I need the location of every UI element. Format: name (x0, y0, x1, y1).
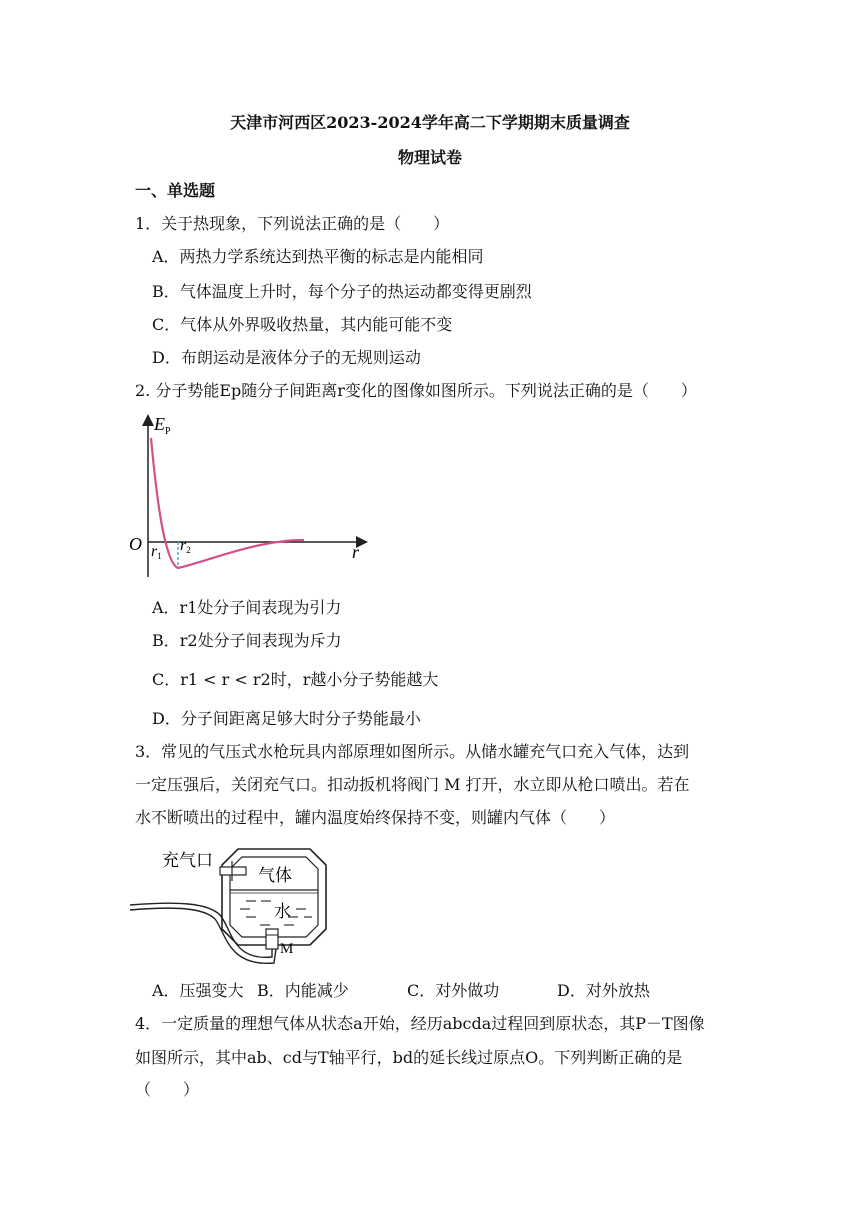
question-1-option-c: C．气体从外界吸收热量，其内能可能不变 (152, 315, 453, 334)
question-2-stem: 2. 分子势能Ep随分子间距离r变化的图像如图所示。下列说法正确的是（ ） (135, 381, 697, 400)
r2-label: r2 (180, 537, 191, 555)
origin-label: O (129, 534, 142, 554)
question-3-stem-line-3: 水不断喷出的过程中，罐内温度始终保持不变，则罐内气体（ ） (135, 808, 616, 827)
question-3-option-c: C．对外做功 (407, 981, 500, 1000)
question-4-stem-line-2: 如图所示，其中ab、cd与T轴平行，bd的延长线过原点O。下列判断正确的是 (135, 1048, 683, 1067)
question-3-option-d: D．对外放热 (557, 981, 650, 1000)
question-2-option-a: A．r1处分子间表现为引力 (152, 598, 342, 617)
hose-inner (130, 908, 276, 963)
question-2-option-b: B．r2处分子间表现为斥力 (152, 631, 342, 650)
r1-label: r1 (151, 543, 162, 561)
question-1-option-d: D．布朗运动是液体分子的无规则运动 (152, 348, 421, 367)
question-3-option-b: B．内能减少 (257, 981, 349, 1000)
page-subtitle: 物理试卷 (397, 148, 462, 167)
water-gun-diagram (128, 843, 358, 968)
section-heading: 一、单选题 (135, 181, 216, 200)
question-3-stem-line-1: 3．常见的气压式水枪玩具内部原理如图所示。从储水罐充气口充入气体，达到 (135, 742, 690, 761)
y-axis-label: $E_P$ (154, 414, 171, 437)
inlet-valve (220, 867, 246, 875)
question-3-stem-line-2: 一定压强后，关闭充气口。扣动扳机将阀门 M 打开，水立即从枪口喷出。若在 (135, 775, 690, 794)
question-2-option-d: D．分子间距离足够大时分子势能最小 (152, 709, 421, 728)
question-1-option-b: B．气体温度上升时，每个分子的热运动都变得更剧烈 (152, 282, 532, 301)
potential-energy-curve (151, 438, 304, 568)
question-3-options (152, 980, 650, 1002)
inlet-label: 充气口 (162, 851, 213, 870)
gas-label: 气体 (258, 866, 292, 885)
potential-energy-graph (126, 412, 376, 584)
question-4-stem-line-1: 4．一定质量的理想气体从状态a开始，经历abcda过程回到原状态，其P－T图像 (135, 1014, 705, 1033)
page-title: 天津市河西区2023-2024学年高二下学期期末质量调查 (230, 113, 630, 132)
valve-m (266, 929, 278, 949)
question-3-option-a: A．压强变大 (152, 981, 244, 1000)
question-4-stem-line-3: （ ） (135, 1080, 200, 1099)
question-1-option-a: A．两热力学系统达到热平衡的标志是内能相同 (152, 247, 484, 266)
question-1-stem: 1．关于热现象，下列说法正确的是（ ） (135, 214, 450, 233)
question-2-option-c: C．r1 < r < r2时，r越小分子势能越大 (152, 670, 439, 689)
water-label: 水 (274, 902, 291, 921)
x-axis-label: r (352, 542, 360, 562)
valve-label: M (280, 941, 294, 957)
